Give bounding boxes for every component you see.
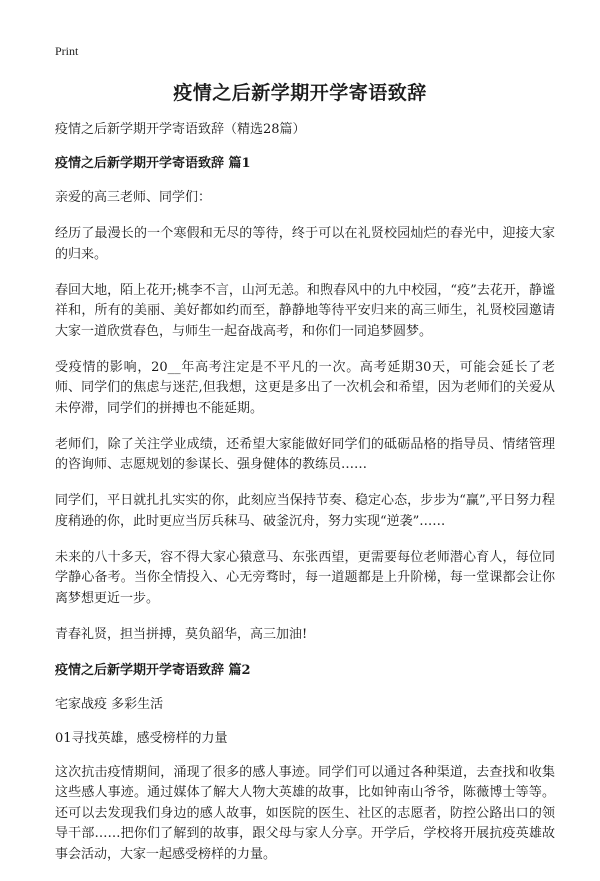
section-line: 宅家战疫 多彩生活: [55, 696, 164, 712]
paragraph: 春回大地，陌上花开;桃李不言，山河无恙。和煦春风中的九中校园，“疫”去花开，静谧祥和，所有的美丽、美好都如约而至，静静地等待平安归来的高三师生，礼贤校园邀请大家一道欣赏春色，与师生一起奋战高考，和你们一同追梦圆梦。: [55, 282, 555, 339]
print-link[interactable]: Print: [55, 44, 79, 58]
article-subtitle: 疫情之后新学期开学寄语致辞（精选28篇）: [55, 122, 306, 137]
paragraph: 受疫情的影响，20__年高考注定是不平凡的一次。高考延期30天，可能会延长了老师、同学们的焦虑与迷茫,但我想，这更是多出了一次机会和希望，因为老师们的关爱从未停滞，同学们的拼搏也不能延期。: [55, 359, 555, 416]
section-heading-2: 疫情之后新学期开学寄语致辞 篇2: [55, 662, 251, 678]
section-line: 01寻找英雄，感受榜样的力量: [55, 730, 228, 746]
page-title: 疫情之后新学期开学寄语致辞: [173, 82, 427, 104]
paragraph: 未来的八十多天，容不得大家心猿意马、东张西望，更需要每位老师潜心育人，每位同学静心备考。当你全情投入、心无旁骛时，每一道题都是上升阶梯，每一堂课都会让你离梦想更近一步。: [55, 549, 555, 606]
paragraph: 青春礼贤，担当拼搏，莫负韶华，高三加油!: [55, 626, 308, 642]
paragraph: 亲爱的高三老师、同学们：: [55, 190, 212, 205]
paragraph: 经历了最漫长的一个寒假和无尽的等待，终于可以在礼贤校园灿烂的春光中，迎接大家的归来。: [55, 226, 555, 262]
paragraph: 同学们，平日就扎扎实实的你，此刻应当保持节奏、稳定心态，步步为“赢”,平日努力程度稍逊的你，此时更应当厉兵秣马、破釜沉舟，努力实现“逆袭”……: [55, 493, 555, 529]
paragraph: 这次抗击疫情期间，涌现了很多的感人事迹。同学们可以通过各种渠道，去查找和收集这些感人事迹。通过媒体了解大人物大英雄的故事，比如钟南山爷爷，陈薇博士等等。还可以去发现我们身边的感人故事，如医院的医生、社区的志愿者，防控公路出口的领导干部……把你们了解到的故事，跟父母与家人分享。开学后，学校将开展抗疫英雄故事会活动，大家一起感受榜样的力量。: [55, 764, 555, 862]
article-body: [55, 120, 555, 881]
section-heading-1: 疫情之后新学期开学寄语致辞 篇1: [55, 156, 251, 171]
paragraph: 老师们，除了关注学业成绩，还希望大家能做好同学们的砥砺品格的指导员、情绪管理的咨询师、志愿规划的参谋长、强身健体的教练员……: [55, 436, 555, 472]
